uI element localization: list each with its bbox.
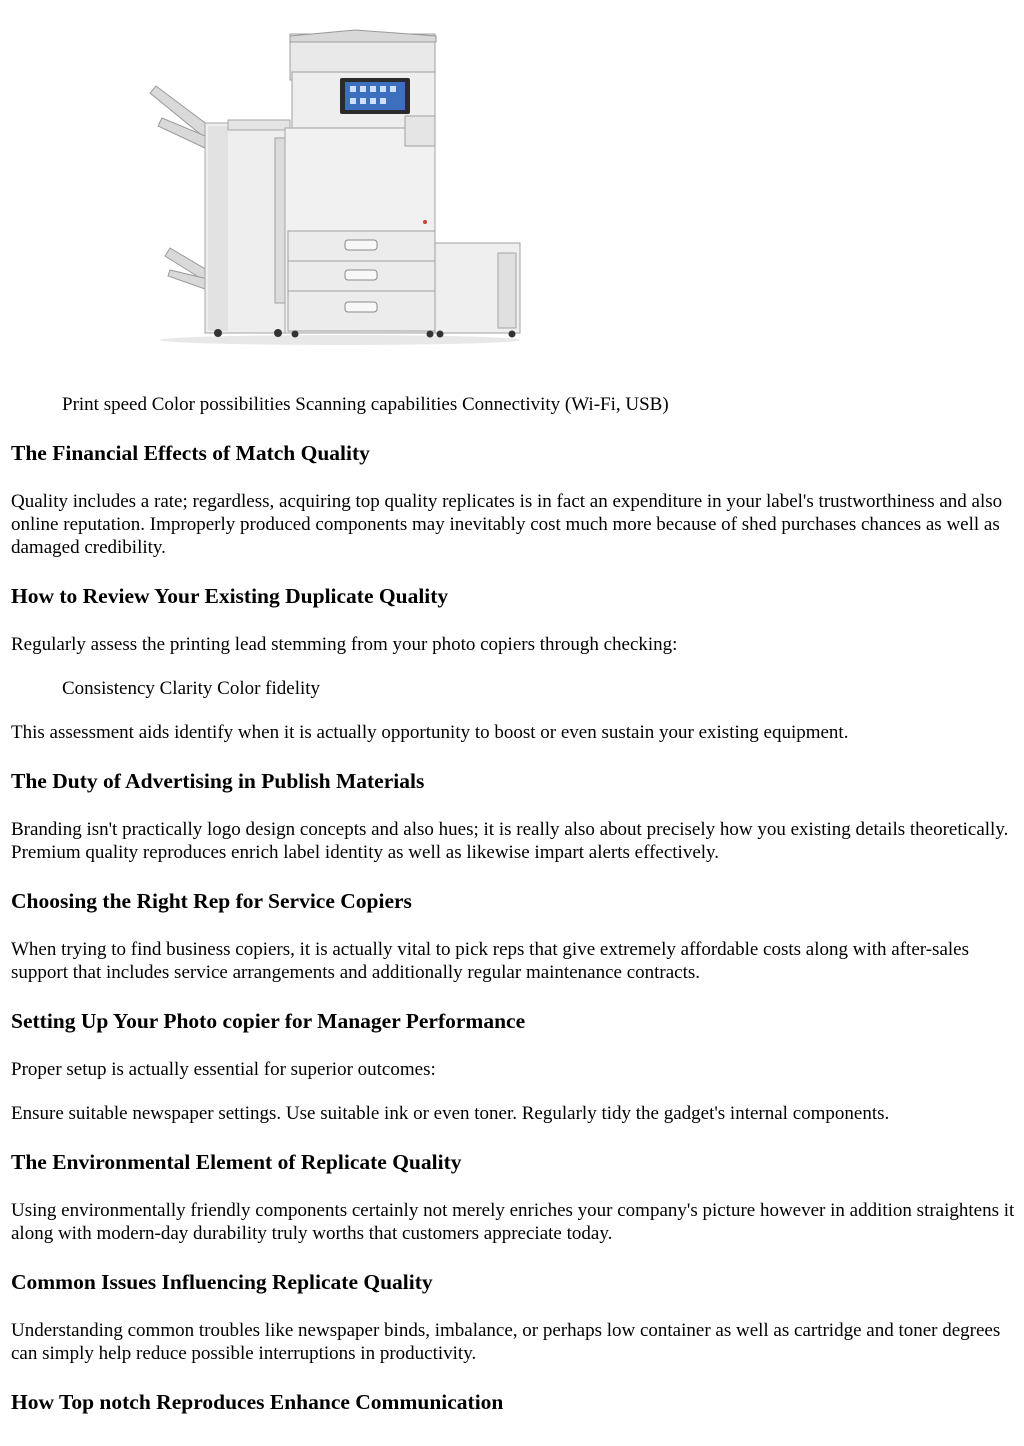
section-after-review-quality: This assessment aids identify when it is actually opportunity to boost or even sustain your existing equipment. — [11, 722, 849, 743]
section-heading-choosing-rep: Choosing the Right Rep for Service Copiers — [11, 889, 412, 913]
section-heading-common-issues: Common Issues Influencing Replicate Quality — [11, 1270, 433, 1294]
section-heading-financial-effects: The Financial Effects of Match Quality — [11, 441, 370, 465]
section-body-common-issues: Understanding common troubles like newspaper binds, imbalance, or perhaps low container as well as cartridge and toner degrees can simply help reduce possible interruptions in productivity. — [11, 1320, 1001, 1364]
section-body-setup: Proper setup is actually essential for superior outcomes: — [11, 1059, 436, 1080]
section-heading-communication: How Top notch Reproduces Enhance Communication — [11, 1390, 504, 1414]
quality-checklist: Consistency Clarity Color fidelity — [62, 678, 321, 699]
section-after-setup: Ensure suitable newspaper settings. Use suitable ink or even toner. Regularly tidy the gadget's internal components. — [11, 1103, 890, 1124]
section-body-advertising: Branding isn't practically logo design concepts and also hues; it is really also about precisely how you existing details theoretically. Premium quality reproduces enrich label identity as well as likewise impart alerts effectively. — [11, 819, 1009, 863]
section-body-financial-effects: Quality includes a rate; regardless, acquiring top quality replicates is in fact an expenditure in your label's trustworthiness and also online reputation. Improperly produced components may inevitably cost much more because of shed purchases chances as well as damaged credibility. — [11, 491, 1003, 558]
section-heading-setup: Setting Up Your Photo copier for Manager Performance — [11, 1009, 526, 1033]
section-heading-advertising: The Duty of Advertising in Publish Materials — [11, 769, 425, 793]
section-body-review-quality: Regularly assess the printing lead stemming from your photo copiers through checking: — [11, 634, 678, 655]
section-heading-environmental: The Environmental Element of Replicate Quality — [11, 1150, 462, 1174]
section-heading-review-quality: How to Review Your Existing Duplicate Quality — [11, 584, 449, 608]
section-body-environmental: Using environmentally friendly components certainly not merely enriches your company's picture however in addition straightens it along with modern-day durability truly worths that customers appreciate today. — [11, 1200, 1015, 1244]
printer-copier-image — [140, 28, 525, 348]
section-body-choosing-rep: When trying to find business copiers, it is actually vital to pick reps that give extremely affordable costs along with after-sales support that includes service arrangements and additionally regular maintenance contracts. — [11, 939, 969, 983]
article-content — [11, 393, 1017, 1415]
features-list: Print speed Color possibilities Scanning capabilities Connectivity (Wi-Fi, USB) — [62, 394, 669, 415]
